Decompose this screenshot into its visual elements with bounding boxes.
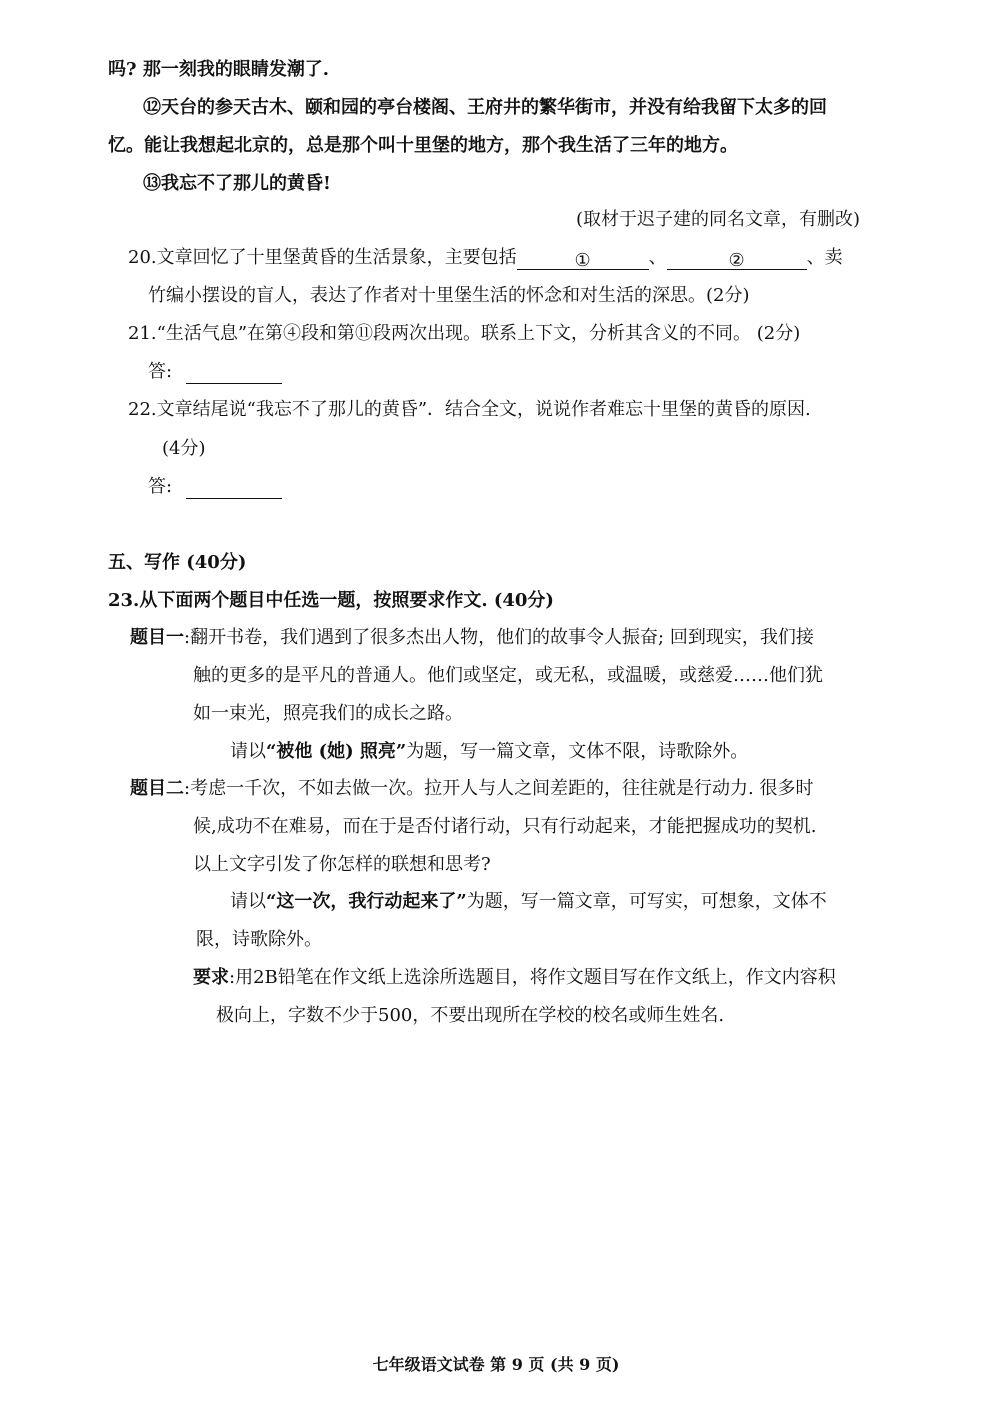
question-20-line1 <box>128 246 843 270</box>
topic-1-label: 题目一 <box>130 627 184 648</box>
requirements-line2: 极向上，字数不少于500，不要出现所在学校的校名或师生姓名. <box>216 1005 725 1026</box>
topic-2-line2: 候,成功不在难易，而在于是否付诸行动，只有行动起来，才能把握成功的契机. <box>193 816 817 837</box>
answer-label: 答: <box>148 476 173 497</box>
topic-1-prompt: 请以“被他 (她) 照亮”为题，写一篇文章，文体不限，诗歌除外。 <box>230 741 749 762</box>
topic-2-label: 题目二 <box>130 778 184 799</box>
question-20-line2: 竹编小摆设的盲人，表达了作者对十里堡生活的怀念和对生活的深思。(2分) <box>148 285 750 306</box>
question-22-score: (4分) <box>162 438 206 459</box>
topic-2-line3: 以上文字引发了你怎样的联想和思考? <box>193 854 491 875</box>
answer-blank-1[interactable]: ① <box>517 249 649 270</box>
paragraph-13: ⑬我忘不了那儿的黄昏! <box>143 173 331 194</box>
topic-2-title: “这一次，我行动起来了” <box>266 891 467 912</box>
page-footer: 七年级语文试卷 第 9 页 (共 9 页) <box>372 1355 620 1374</box>
topic-1-line2: 触的更多的是平凡的普通人。他们或坚定，或无私，或温暖，或慈爱……他们犹 <box>193 665 823 686</box>
topic-2-line1: 题目二:考虑一千次，不如去做一次。拉开人与人之间差距的，往往就是行动力. 很多时 <box>130 778 814 799</box>
topic-1-line1: 题目一:翻开书卷，我们遇到了很多杰出人物，他们的故事令人振奋; 回到现实，我们接 <box>130 627 814 648</box>
topic-1-title: “被他 (她) 照亮” <box>266 741 407 762</box>
answer-blank-22[interactable] <box>186 478 282 499</box>
answer-line-21 <box>148 360 282 384</box>
answer-blank-2[interactable]: ② <box>667 249 807 270</box>
answer-line-22 <box>148 475 282 499</box>
passage-line: 吗? 那一刻我的眼睛发潮了. <box>108 59 330 80</box>
topic-2-prompt: 请以“这一次，我行动起来了”为题，写一篇文章，可写实，可想象，文体不 <box>230 891 827 912</box>
answer-blank-21[interactable] <box>186 363 282 384</box>
answer-label: 答: <box>148 361 173 382</box>
paragraph-12-line1: ⑫天台的参天古木、颐和园的亭台楼阁、王府井的繁华街市，并没有给我留下太多的回 <box>143 97 827 118</box>
separator: 、 <box>648 247 667 268</box>
requirements-line1: 要求:用2B铅笔在作文纸上选涂所选题目，将作文题目写在作文纸上，作文内容积 <box>193 967 836 988</box>
question-20-lead: 20.文章回忆了十里堡黄昏的生活景象，主要包括 <box>128 247 517 268</box>
question-23: 23.从下面两个题目中任选一题，按照要求作文. (40分) <box>108 590 554 611</box>
requirements-label: 要求 <box>193 967 229 988</box>
question-21: 21.“生活气息”在第④段和第⑪段两次出现。联系上下文，分析其含义的不同。 (2分) <box>128 323 801 344</box>
topic-2-prompt-line2: 限，诗歌除外。 <box>196 929 322 950</box>
question-20-tail: 、卖 <box>806 247 843 268</box>
question-22: 22.文章结尾说“我忘不了那儿的黄昏”．结合全文，说说作者难忘十里堡的黄昏的原因. <box>128 399 811 420</box>
section-heading: 五、写作 (40分) <box>108 552 247 573</box>
paragraph-12-line2: 忆。能让我想起北京的，总是那个叫十里堡的地方，那个我生活了三年的地方。 <box>108 135 738 156</box>
topic-1-line3: 如一束光，照亮我们的成长之路。 <box>193 703 463 724</box>
source-note: (取材于迟子建的同名文章，有删改) <box>575 209 860 230</box>
